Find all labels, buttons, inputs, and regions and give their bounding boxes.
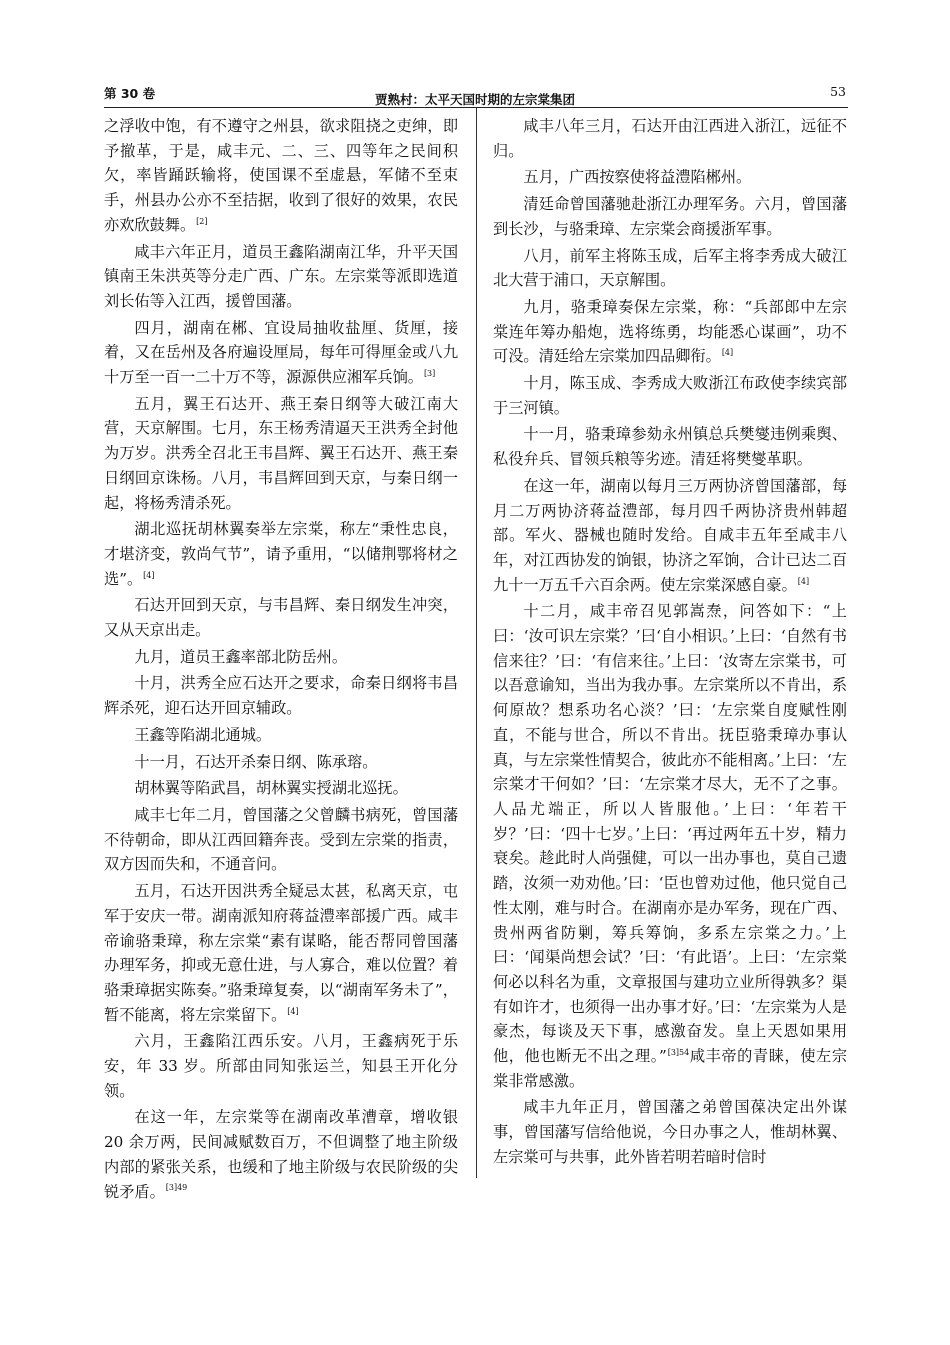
paragraph — [104, 671, 458, 720]
paragraph — [104, 879, 458, 1027]
citation-ref: [4] — [143, 570, 155, 580]
paragraph-text: 咸丰七年二月，曾国藩之父曾麟书病死，曾国藩不待朝命，即从江西回籍奔丧。受到左宗棠的指责，双方因而失和，不通音问。 — [104, 805, 458, 874]
paragraph — [104, 316, 458, 390]
paragraph-tail-text: 咸丰帝的青睐，使左宗棠非常感激。 — [493, 1047, 848, 1090]
citation-ref: [4] — [721, 348, 734, 358]
paragraph-text: 清廷命曾国藩驰赴浙江办理军务。六月，曾国藩到长沙，与骆秉璋、左宗棠会商援浙军事。 — [493, 195, 847, 238]
running-title: 贾熟村：太平天国时期的左宗棠集团 — [374, 92, 575, 107]
paragraph — [104, 803, 458, 877]
paragraph — [493, 165, 847, 190]
paragraph — [104, 776, 458, 801]
paragraph-text: 石达开回到天京，与韦昌辉、秦日纲发生冲突，又从天京出走。 — [104, 596, 458, 640]
paragraph-text: 胡林翼等陷武昌，胡林翼实授湖北巡抚。 — [134, 779, 408, 798]
paragraph-text: 咸丰八年三月，石达开由江西进入浙江，远征不归。 — [493, 117, 847, 160]
paragraph — [104, 593, 458, 642]
paragraph-text: 八月，前军主将陈玉成，后军主将李秀成大破江北大营于浦口，天京解围。 — [493, 246, 847, 290]
citation-ref: [2] — [196, 216, 208, 226]
paragraph-text: 咸丰九年正月，曾国藩之弟曾国葆决定出外谋事，曾国藩写信给他说，今日办事之人，惟胡林翼、左宗棠可与共事，此外皆若明若暗时信时 — [493, 1098, 847, 1166]
paragraph — [493, 244, 847, 293]
paragraph-text: 在这一年，左宗棠等在湖南改革漕章，增收银 20 余万两，民间减赋数百万，不但调整了地主阶级内部的紧张关系，也缓和了地主阶级与农民阶级的尖锐矛盾。 — [104, 1108, 458, 1201]
citation-ref: [3]49 — [165, 1183, 188, 1193]
paragraph-text: 四月，湖南在郴、宜设局抽收盐厘、货厘，接着，又在岳州及各府遍设厘局，每年可得厘金或八九十万至一百一二十万不等，源源供应湘军兵饷。 — [104, 318, 458, 387]
paragraph — [104, 723, 458, 748]
paragraph-text: 十月，洪秀全应石达开之要求，命秦日纲将韦昌辉杀死，迎石达开回京辅政。 — [104, 674, 458, 718]
paragraph — [493, 474, 847, 598]
paragraph-text: 咸丰六年正月，道员王鑫陷湖南江华，升平天国镇南王朱洪英等分走广西、广东。左宗棠等派即选道刘长佑等入江西，援曾国藩。 — [104, 242, 458, 310]
paragraph-text: 六月，王鑫陷江西乐安。八月，王鑫病死于乐安，年 33 岁。所部由同知张运兰，知县王开化分领。 — [104, 1032, 458, 1100]
paragraph-text: 在这一年，湖南以每月三万两协济曾国藩部，每月二万两协济蒋益澧部，每月四千两协济贵州韩超部。军火、器械也随时发给。自咸丰五年至咸丰八年，对江西协发的饷银，协济之军饷，合计已达二百九十一万五千六百余两。使左宗棠深感自豪。 — [493, 476, 847, 594]
paragraph-text: 王鑫等陷湖北通城。 — [134, 725, 272, 744]
paragraph-text: 十月，陈玉成、李秀成大败浙江布政使李续宾部于三河镇。 — [493, 374, 847, 417]
paragraph — [493, 192, 847, 241]
citation-ref: [3] — [423, 368, 436, 378]
paragraph — [104, 750, 458, 775]
citation-ref: [4] — [797, 576, 810, 586]
paragraph — [104, 392, 458, 516]
page-number: 53 — [830, 84, 846, 99]
paragraph-text: 湖北巡抚胡林翼奏举左宗棠，称左“秉性忠良，才堪济变，敦尚气节”，请予重用，“以储荆鄂将材之选”。 — [104, 520, 458, 588]
paragraph-text: 十一月，石达开杀秦日纲、陈承瑢。 — [134, 752, 378, 771]
paragraph-text: 十二月，咸丰帝召见郭嵩焘，问答如下：“上曰：‘汝可识左宗棠？’曰‘自小相识。’上曰：‘自然有书信来往？’曰：‘有信来往。’上曰：‘汝寄左宗棠书，可以吾意谕知，当出为我办事。左宗棠所以不肯出，系何原故？想系功名心淡？’曰：‘左宗棠自度赋性刚直，不能与世合，所以不肯出。抚臣骆秉璋办事认真，与左宗棠性情契合，彼此亦不能相离。’上曰：‘左宗棠才干何如？’曰：‘左宗棠才尽大，无不了之事。人品尤端正，所以人皆服他。’上曰：‘年若干岁？’曰：‘四十七岁。’上曰：‘再过两年五十岁，精力衰矣。趁此时人尚强健，可以一出办事也，莫自己遗踏，汝须一劝劝他。’曰：‘臣也曾劝过他，他只觉自己性太刚，难与时合。在湖南亦是办军务，现在广西、贵州两省防剿，筹兵筹饷，多系左宗棠之力。’上曰：‘闻渠尚想会试？’曰：‘有此语’。上曰：‘左宗棠何必以科名为重，文章报国与建功立业所得孰多？渠有如许才，也须得一出办事才好。’曰：‘左宗棠为人是豪杰，每谈及天下事，感激奋发。皇上天恩如果用他，他也断无不出之理。” — [493, 602, 847, 1066]
paragraph-text: 十一月，骆秉璋参劾永州镇总兵樊燮违例乘舆、私役弁兵、冒领兵粮等劣迹。清廷将樊燮革职。 — [493, 425, 847, 469]
paragraph — [104, 240, 458, 314]
paragraph — [493, 1095, 847, 1169]
right-text-column — [493, 114, 847, 1170]
paragraph-text: 五月，翼王石达开、燕王秦日纲等大破江南大营，天京解围。七月，东王杨秀清逼天王洪秀全封他为万岁。洪秀全召北王韦昌辉、翼王石达开、燕王秦日纲回京诛杨。八月，韦昌辉回到天京，与秦日纲一起，将杨秀清杀死。 — [104, 394, 458, 512]
paragraph — [104, 645, 458, 670]
left-text-column — [104, 114, 458, 1204]
paragraph-text: 九月，骆秉璋奏保左宗棠，称：“兵部郎中左宗棠连年筹办船炮，选将练勇，均能悉心谋画”，功不可没。清廷给左宗棠加四品卿衔。 — [493, 297, 847, 366]
paragraph — [104, 1029, 458, 1103]
paragraph — [104, 114, 458, 238]
paragraph — [104, 1105, 458, 1204]
paragraph — [493, 599, 847, 1093]
paragraph-text: 之浮收中饱，有不遵守之州县，欲求阻挠之吏绅，即予撤革，于是，咸丰元、二、三、四等年之民间积欠，率皆踊跃输将，使国课不至虚悬，军储不至束手，州县办公亦不至拮据，收到了很好的效果，农民亦欢欣鼓舞。 — [104, 117, 458, 234]
paragraph — [493, 114, 847, 163]
paragraph — [493, 422, 847, 471]
paragraph-text: 五月，广西按察使将益澧陷郴州。 — [523, 168, 752, 187]
paragraph-text: 九月，道员王鑫率部北防岳州。 — [134, 647, 348, 666]
paragraph — [104, 517, 458, 591]
volume-label: 第 30 卷 — [104, 86, 156, 101]
column-divider — [476, 108, 477, 1178]
paragraph — [493, 371, 847, 420]
paragraph-text: 五月，石达开因洪秀全疑忌太甚，私离天京，屯军于安庆一带。湖南派知府蒋益澧率部援广西。咸丰帝谕骆秉璋，称左宗棠“素有谋略，能否帮同曾国藩办理军务，抑或无意仕进，与人寡合，难以位置？着骆秉璋据实陈奏。”骆秉璋复奏，以“湖南军务未了”，暂不能离，将左宗棠留下。 — [104, 882, 458, 1024]
citation-ref: [4] — [287, 1006, 299, 1016]
citation-ref: [3]54 — [667, 1047, 690, 1057]
paragraph — [493, 295, 847, 369]
